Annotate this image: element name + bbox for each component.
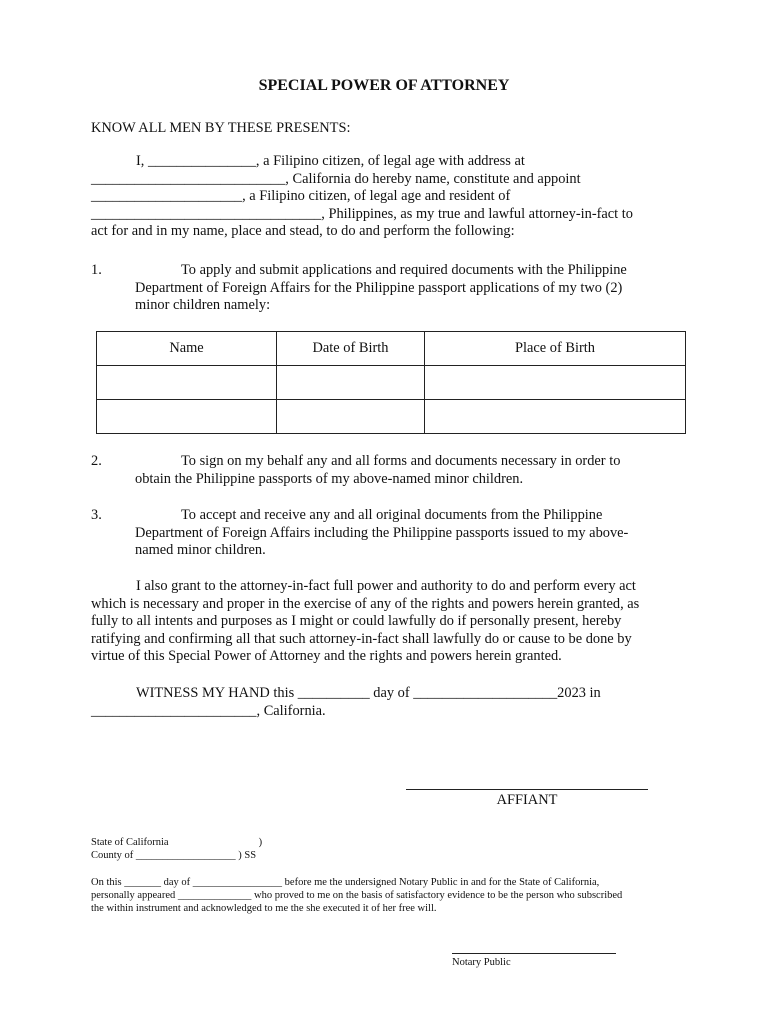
affiant-label: AFFIANT xyxy=(496,792,558,808)
item-2-text xyxy=(135,453,695,488)
table-header-row xyxy=(97,332,686,366)
table-cell[interactable] xyxy=(425,366,686,400)
table-cell[interactable] xyxy=(97,366,277,400)
table-header: Place of Birth xyxy=(425,332,686,366)
item-line: minor children namely: xyxy=(135,297,271,313)
table-header: Name xyxy=(97,332,277,366)
item-line: To apply and submit applications and required documents with the Philippine xyxy=(181,262,627,278)
intro-line: ________________________________, Philippines, as my true and lawful attorney-in-fact to xyxy=(91,205,633,222)
affiant-signature-line[interactable] xyxy=(406,789,648,790)
ack-line: personally appeared ______________ who proved to me on the basis of satisfactory evidence to be the person who subscribed xyxy=(91,890,623,901)
venue-county: County of ___________________ ) SS xyxy=(91,850,257,861)
item-3-text xyxy=(135,507,695,560)
table-cell[interactable] xyxy=(97,400,277,434)
table-cell[interactable] xyxy=(277,400,425,434)
item-line: named minor children. xyxy=(135,542,266,558)
witness-line: _______________________, California. xyxy=(91,702,326,719)
notary-signature-line[interactable] xyxy=(452,953,616,954)
grant-line: I also grant to the attorney-in-fact full power and authority to do and perform every act xyxy=(136,578,636,594)
venue-state: State of California ) xyxy=(91,837,263,848)
witness-line: WITNESS MY HAND this __________ day of ____________________2023 in xyxy=(136,685,601,701)
table-cell[interactable] xyxy=(425,400,686,434)
witness-paragraph xyxy=(91,685,691,720)
intro-paragraph xyxy=(91,153,691,241)
notary-acknowledgment xyxy=(91,876,622,915)
notary-label: Notary Public xyxy=(452,957,511,968)
ack-line: the within instrument and acknowledged to me the she executed it of her free will. xyxy=(91,903,437,914)
table-cell[interactable] xyxy=(277,366,425,400)
intro-line: act for and in my name, place and stead, to do and perform the following: xyxy=(91,223,515,239)
children-table xyxy=(96,331,686,434)
preamble: KNOW ALL MEN BY THESE PRESENTS: xyxy=(91,120,351,136)
table-header: Date of Birth xyxy=(277,332,425,366)
grant-paragraph xyxy=(91,578,691,666)
item-line: To sign on my behalf any and all forms and documents necessary in order to xyxy=(181,453,621,469)
intro-line: _____________________, a Filipino citizen, of legal age and resident of xyxy=(91,188,511,204)
ack-line: On this _______ day of _________________ before me the undersigned Notary Public in and for the State of California, xyxy=(91,877,600,888)
notary-venue xyxy=(91,836,262,862)
item-number: 2. xyxy=(91,453,102,469)
table-row xyxy=(97,366,686,400)
item-number: 1. xyxy=(91,262,102,278)
item-line: Department of Foreign Affairs including the Philippine passports issued to my above- xyxy=(135,524,629,541)
intro-line: ___________________________, California do hereby name, constitute and appoint xyxy=(91,170,581,187)
item-1-text xyxy=(135,262,695,315)
item-line: obtain the Philippine passports of my above-named minor children. xyxy=(135,470,524,487)
grant-line: ratifying and confirming all that such attorney-in-fact shall lawfully do or cause to be done by xyxy=(91,630,632,647)
grant-line: fully to all intents and purposes as I might or could lawfully do if personally present, hereby xyxy=(91,613,622,629)
grant-line: which is necessary and proper in the exercise of any of the rights and powers herein granted, as xyxy=(91,595,640,612)
item-number: 3. xyxy=(91,507,102,523)
item-line: To accept and receive any and all original documents from the Philippine xyxy=(181,507,603,523)
intro-line: I, _______________, a Filipino citizen, of legal age with address at xyxy=(136,153,525,169)
document-title: SPECIAL POWER OF ATTORNEY xyxy=(258,77,510,94)
grant-line: virtue of this Special Power of Attorney and the rights and powers herein granted. xyxy=(91,648,562,664)
item-line: Department of Foreign Affairs for the Philippine passport applications of my two (2) xyxy=(135,279,623,296)
table-row xyxy=(97,400,686,434)
